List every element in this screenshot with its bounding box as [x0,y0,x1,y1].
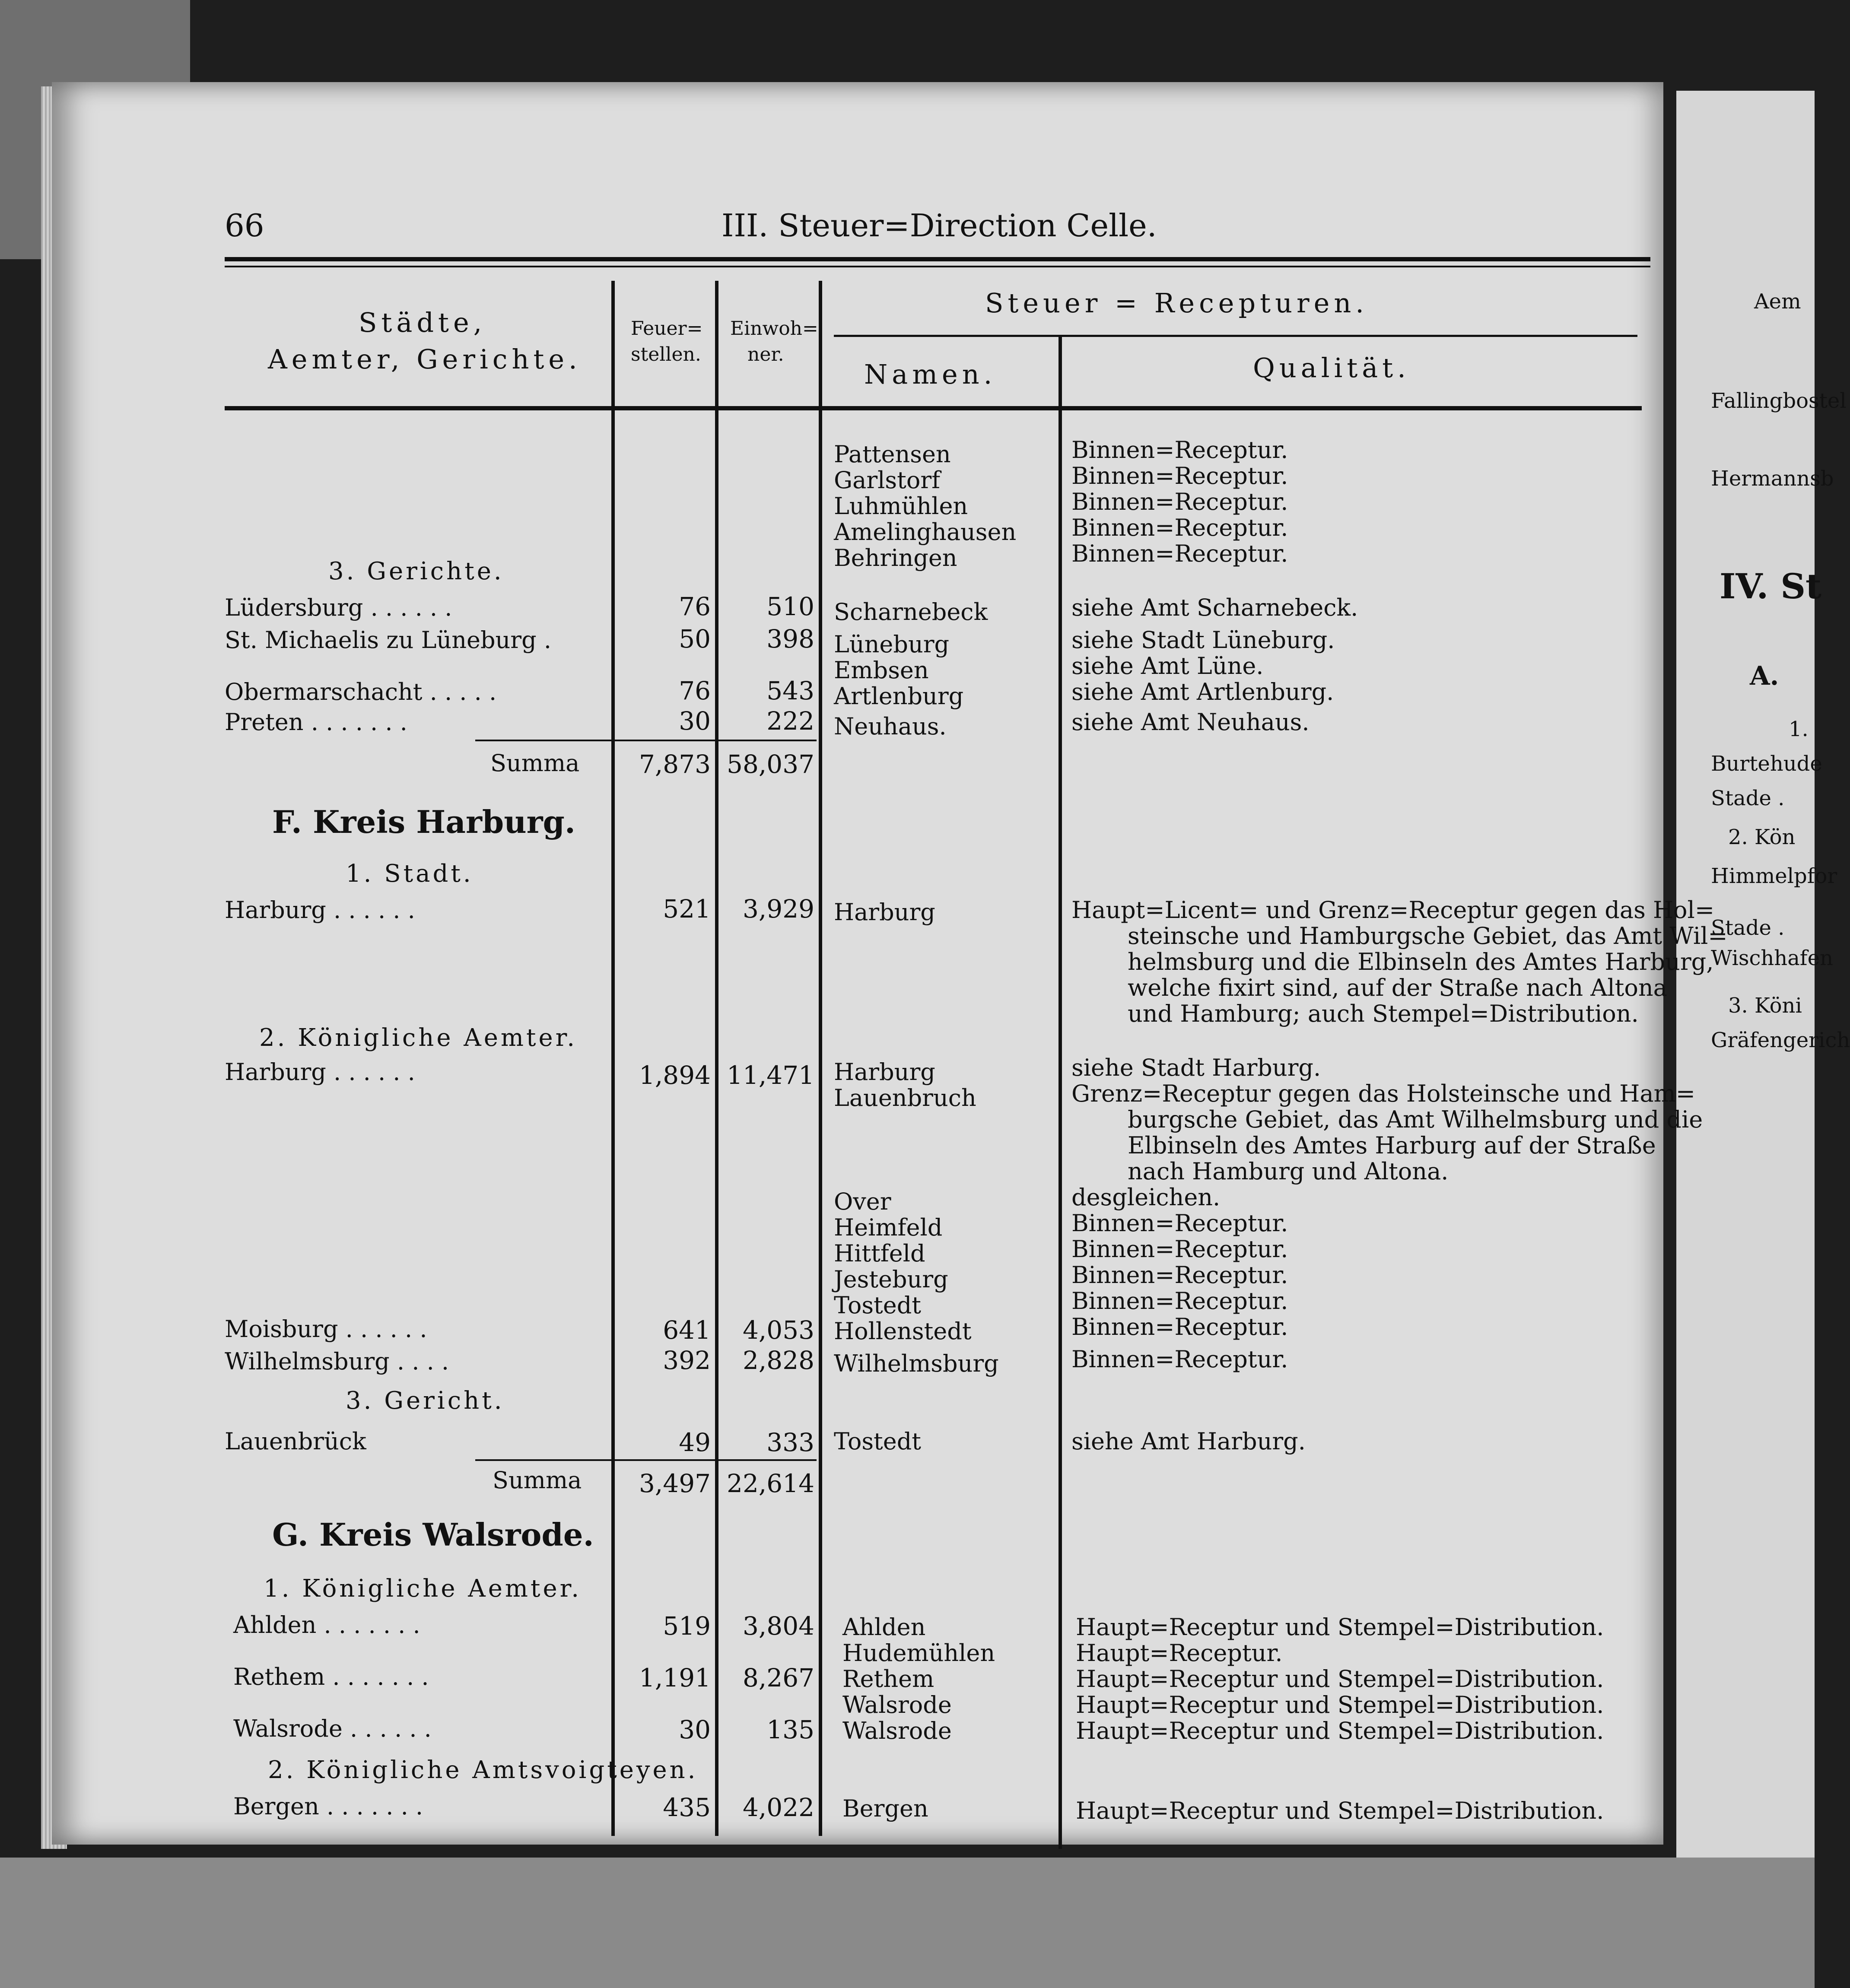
col-feuer-line1: Feuer= [631,318,703,340]
receptur-name: Neuhaus. [834,713,947,740]
col-einw-line1: Einwoh= [730,318,818,340]
receptur-quality: siehe Amt Scharnebeck. [1071,594,1358,621]
section-heading: G. Kreis Walsrode. [272,1516,594,1553]
subheading-gerichte: 3. Gerichte. [328,557,504,585]
receptur-quality: welche fixirt sind, auf der Straße nach Altona [1128,974,1667,1001]
receptur-quality: Haupt=Receptur und Stempel=Distribution. [1076,1797,1604,1824]
receptur-name: Embsen [834,657,929,684]
subheading-amtsvoigteyen: 2. Königliche Amtsvoigteyen. [268,1756,698,1784]
next-page-line: 1. [1789,717,1809,741]
feuerstellen-value: 521 [663,894,711,924]
subheading-stadt: 1. Stadt. [346,860,474,888]
feuerstellen-value: 76 [679,676,711,705]
place-name: St. Michaelis zu Lüneburg . [225,626,551,654]
next-page-line: Wischhafen [1711,946,1833,970]
receptur-name: Amelinghausen [834,518,1017,546]
einwohner-value: 222 [766,706,814,736]
header-rule-thin [225,266,1650,267]
receptur-quality: siehe Stadt Harburg. [1071,1054,1321,1081]
receptur-quality: Grenz=Receptur gegen das Holsteinsche und Ham= [1071,1080,1696,1107]
next-page-line: Fallingbostel [1711,389,1847,413]
einwohner-value: 135 [766,1715,814,1744]
place-name: Harburg . . . . . . [225,1058,415,1086]
feuerstellen-value: 30 [679,1715,711,1744]
place-name: Ahlden . . . . . . . [233,1611,420,1639]
col-rule-4 [1059,337,1062,1849]
receptur-name: Behringen [834,544,957,572]
einwohner-value: 8,267 [742,1663,814,1693]
col-rule-1 [611,281,615,1836]
feuerstellen-value: 392 [663,1346,711,1375]
place-name: Wilhelmsburg . . . . [225,1348,449,1375]
summa-rule [475,1459,817,1461]
receptur-name: Heimfeld [834,1214,943,1241]
col-rule-3 [819,281,822,1836]
subheading-gericht: 3. Gericht. [346,1387,505,1415]
receptur-quality: Binnen=Receptur. [1071,488,1288,515]
next-page-line: 3. Köni [1728,994,1802,1018]
place-name: Moisburg . . . . . . [225,1315,427,1343]
next-page-line: Burtehude [1711,752,1822,776]
receptur-quality: Haupt=Receptur und Stempel=Distribution. [1076,1717,1604,1744]
receptur-name: Hollenstedt [834,1318,972,1345]
feuerstellen-value: 1,894 [639,1061,711,1090]
receptur-quality: nach Hamburg und Altona. [1128,1158,1449,1185]
einwohner-value: 3,804 [742,1611,814,1641]
receptur-quality: Haupt=Receptur und Stempel=Distribution. [1076,1613,1604,1641]
col-places-line1: Städte, [359,307,486,338]
feuerstellen-value: 435 [663,1793,711,1822]
receptur-name: Rethem [842,1665,935,1693]
summa-einwohner: 22,614 [727,1469,814,1498]
feuerstellen-value: 641 [663,1315,711,1345]
summa-feuerstellen: 7,873 [639,749,711,779]
receptur-name: Luhmühlen [834,492,968,520]
feuerstellen-value: 76 [679,592,711,621]
receptur-name: Tostedt [834,1428,921,1455]
einwohner-value: 11,471 [727,1061,814,1090]
col-feuer-line2: stellen. [631,343,701,365]
einwohner-value: 4,022 [742,1793,814,1822]
receptur-quality: Haupt=Receptur und Stempel=Distribution. [1076,1665,1604,1693]
receptur-group-rule [834,335,1637,337]
subheading-aemter: 1. Königliche Aemter. [264,1575,582,1603]
receptur-quality: Binnen=Receptur. [1071,1261,1288,1289]
next-page-line: Gräfengerich [1711,1028,1850,1052]
receptur-name: Lauenbruch [834,1084,976,1112]
receptur-quality: siehe Amt Lüne. [1071,652,1264,680]
column-header-rule [225,406,1642,410]
receptur-quality: siehe Stadt Lüneburg. [1071,626,1335,654]
next-page-line: Hermannsb [1711,467,1834,491]
receptur-quality: Binnen=Receptur. [1071,436,1288,464]
subheading-aemter: 2. Königliche Aemter. [259,1024,578,1052]
receptur-name: Hittfeld [834,1240,925,1267]
col-receptur-group: Steuer = Recepturen. [985,287,1368,319]
col-namen: Namen. [864,359,997,390]
receptur-quality: burgsche Gebiet, das Amt Wilhelmsburg und die [1128,1106,1703,1133]
receptur-quality: Haupt=Receptur und Stempel=Distribution. [1076,1691,1604,1718]
receptur-quality: siehe Amt Neuhaus. [1071,708,1310,736]
receptur-quality: Binnen=Receptur. [1071,1210,1288,1237]
receptur-name: Garlstorf [834,467,941,494]
place-name: Lüdersburg . . . . . . [225,594,452,621]
receptur-quality: und Hamburg; auch Stempel=Distribution. [1128,1000,1639,1027]
feuerstellen-value: 49 [679,1428,711,1457]
place-name: Rethem . . . . . . . [233,1663,429,1690]
feuerstellen-value: 1,191 [639,1663,711,1693]
header-rule [225,257,1650,261]
einwohner-value: 2,828 [742,1346,814,1375]
next-page-line: A. [1750,661,1779,691]
einwohner-value: 4,053 [742,1315,814,1345]
place-name: Preten . . . . . . . [225,708,407,736]
einwohner-value: 3,929 [742,894,814,924]
place-name: Obermarschacht . . . . . [225,678,497,705]
receptur-name: Scharnebeck [834,598,988,626]
receptur-quality: Elbinseln des Amtes Harburg auf der Straße [1128,1132,1656,1159]
table-surface [0,1858,1815,1988]
next-page-line: 2. Kön [1728,825,1796,849]
receptur-quality: Binnen=Receptur. [1071,1346,1288,1373]
receptur-quality: siehe Amt Artlenburg. [1071,678,1334,705]
einwohner-value: 398 [766,624,814,654]
place-name: Harburg . . . . . . [225,896,415,924]
receptur-name: Wilhelmsburg [834,1350,999,1377]
receptur-name: Jesteburg [834,1266,948,1293]
page-number: 66 [225,207,264,244]
next-page-line: Stade . [1711,916,1785,940]
next-page-line: Himmelpfor [1711,864,1837,888]
receptur-quality: Haupt=Receptur. [1076,1639,1283,1667]
receptur-quality: Binnen=Receptur. [1071,462,1288,489]
feuerstellen-value: 50 [679,624,711,654]
col-einw-line2: ner. [747,343,784,365]
receptur-name: Pattensen [834,441,951,468]
page-title: III. Steuer=Direction Celle. [722,207,1157,244]
einwohner-value: 333 [766,1428,814,1457]
einwohner-value: 543 [766,676,814,705]
place-name: Lauenbrück [225,1428,366,1455]
receptur-name: Harburg [834,1058,935,1086]
section-heading: F. Kreis Harburg. [272,803,575,840]
receptur-name: Walsrode [842,1691,952,1718]
col-places-line2: Aemter, Gerichte. [268,343,582,375]
summa-feuerstellen: 3,497 [639,1469,711,1498]
receptur-quality: Binnen=Receptur. [1071,1287,1288,1315]
col-qualitaet: Qualität. [1253,352,1410,384]
next-page-header: Aem [1754,289,1801,314]
summa-label: Summa [490,749,580,777]
feuerstellen-value: 30 [679,706,711,736]
summa-rule [475,740,817,741]
receptur-name: Bergen [842,1795,928,1822]
feuerstellen-value: 519 [663,1611,711,1641]
receptur-name: Over [834,1188,891,1215]
receptur-name: Lüneburg [834,631,950,658]
next-page-line: IV. St [1720,566,1821,607]
col-rule-2 [715,281,718,1836]
next-page-line: Stade . [1711,786,1785,810]
receptur-quality: helmsburg und die Elbinseln des Amtes Harburg, [1128,948,1714,975]
einwohner-value: 510 [766,592,814,621]
receptur-quality: steinsche und Hamburgsche Gebiet, das Amt Wil= [1128,922,1728,950]
receptur-name: Hudemühlen [842,1639,995,1667]
receptur-quality: Binnen=Receptur. [1071,1235,1288,1263]
summa-label: Summa [493,1467,582,1494]
receptur-name: Walsrode [842,1717,952,1744]
receptur-quality: Binnen=Receptur. [1071,1313,1288,1340]
receptur-quality: Haupt=Licent= und Grenz=Receptur gegen das Hol= [1071,896,1715,924]
receptur-quality: siehe Amt Harburg. [1071,1428,1306,1455]
receptur-name: Ahlden [842,1613,926,1641]
receptur-name: Artlenburg [834,683,964,710]
receptur-name: Harburg [834,899,935,926]
place-name: Bergen . . . . . . . [233,1793,423,1820]
receptur-quality: desgleichen. [1071,1184,1221,1211]
receptur-quality: Binnen=Receptur. [1071,514,1288,541]
summa-einwohner: 58,037 [727,749,814,779]
receptur-quality: Binnen=Receptur. [1071,540,1288,567]
receptur-name: Tostedt [834,1292,921,1319]
place-name: Walsrode . . . . . . [233,1715,432,1742]
